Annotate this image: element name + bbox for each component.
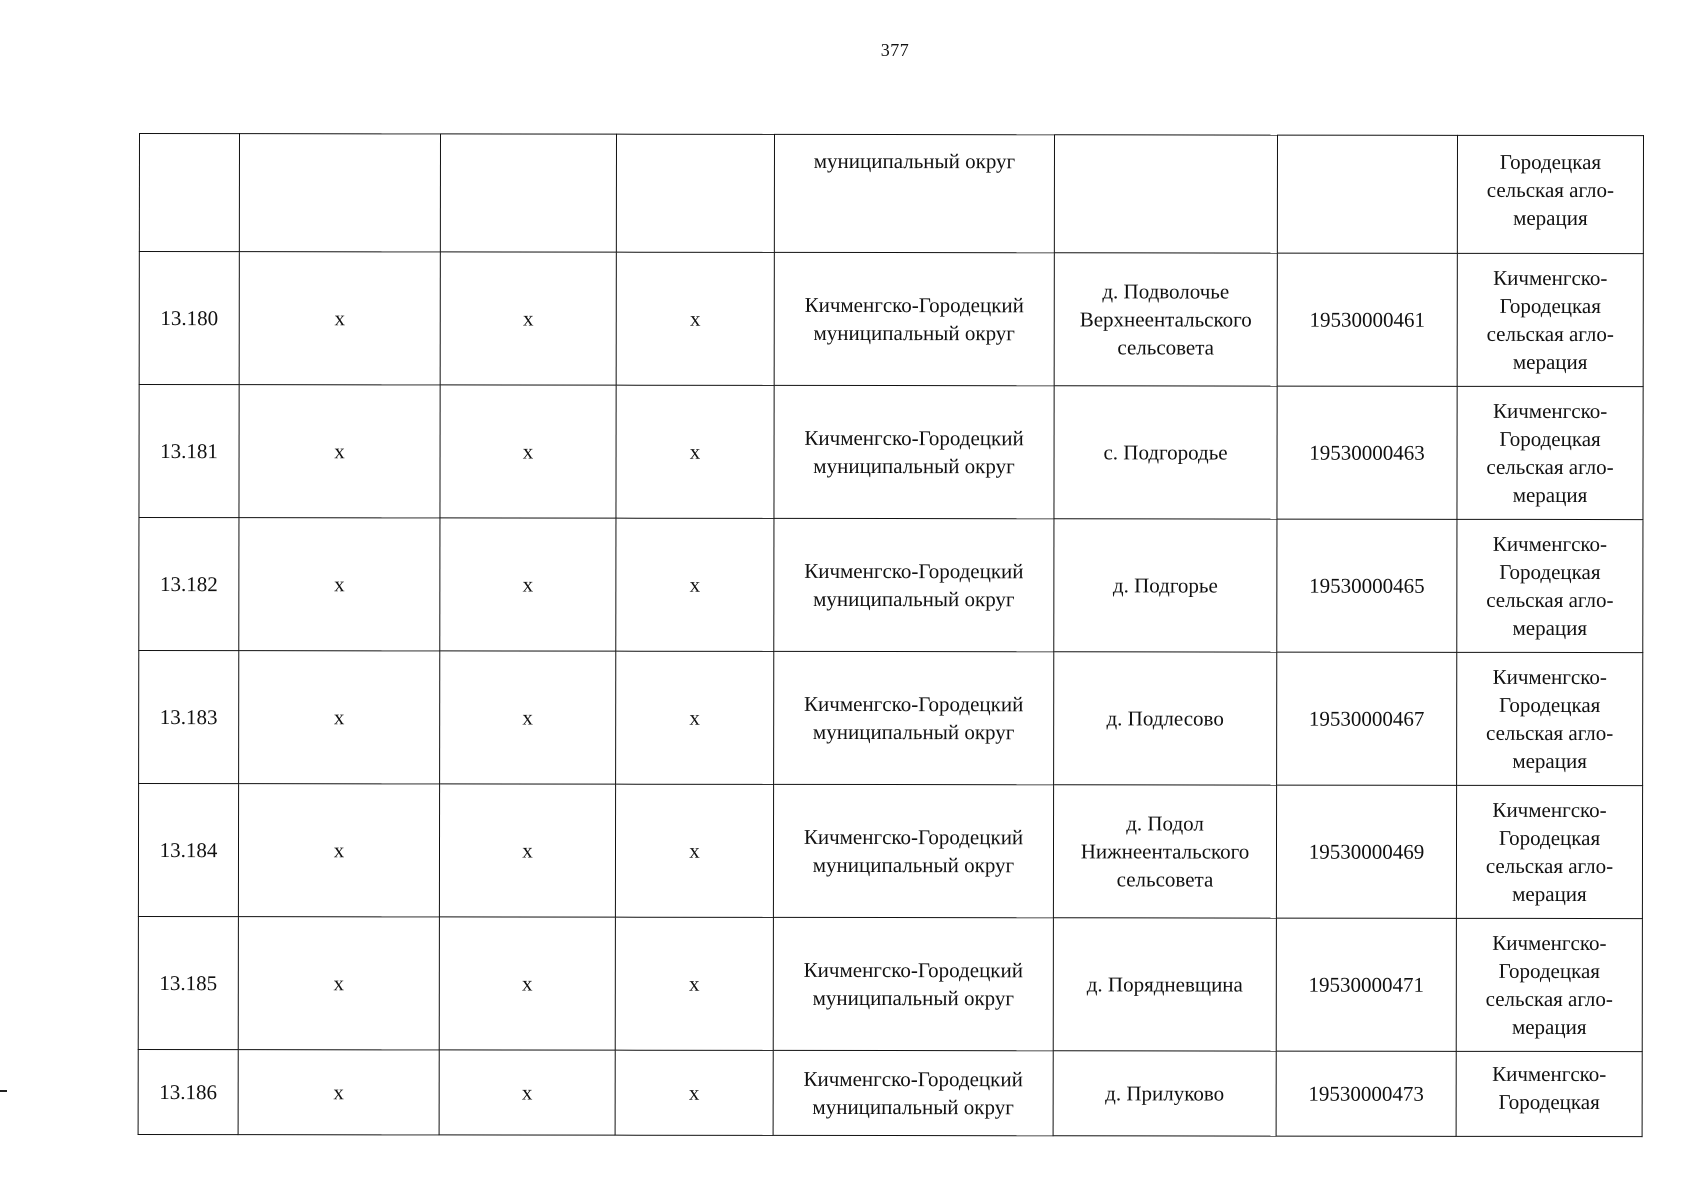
cell-col4-text: x <box>688 1080 700 1105</box>
agglomeration-line: Кичменгско- <box>1492 398 1608 424</box>
cell-col4-text: x <box>689 838 700 863</box>
cell-settlement <box>1053 785 1276 918</box>
cell-district <box>773 1050 1053 1135</box>
table-row-continued <box>139 134 1643 254</box>
cell-code <box>1276 918 1456 1051</box>
agglomeration-line: Городецкая <box>1499 559 1601 585</box>
cell-district-text: Кичменгско-Городецкий муниципальный округ <box>804 691 1024 745</box>
cell-code <box>1276 1051 1456 1136</box>
cell-col3 <box>440 385 616 518</box>
cell-num <box>138 916 238 1049</box>
table-row <box>139 651 1643 786</box>
table-row <box>139 385 1643 520</box>
cell-settlement <box>1054 253 1277 386</box>
cell-col2 <box>239 651 440 784</box>
agglomeration-line: мерация <box>1513 205 1588 231</box>
cell-col3 <box>440 651 616 784</box>
cell-col3-text: x <box>522 705 533 730</box>
settlements-table <box>138 133 1644 1137</box>
agglomeration-line: Кичменгско- <box>1492 664 1607 690</box>
cell-settlement <box>1054 652 1277 785</box>
district-text: муниципальный округ <box>813 148 1016 174</box>
cell-col3-text: x <box>521 1080 533 1105</box>
cell-col3 <box>440 518 616 651</box>
agglomeration-line: сельская агло- <box>1485 986 1613 1012</box>
cell-code-text: 19530000467 <box>1308 706 1425 731</box>
agglomeration-line: сельская агло- <box>1486 587 1614 613</box>
cell-col3-text: x <box>522 971 533 996</box>
cell-agglomeration <box>1457 253 1643 386</box>
cell-district <box>774 651 1054 784</box>
cell-district-text: Кичменгско-Городецкий муниципальный округ <box>804 558 1024 612</box>
cell-col4 <box>615 917 773 1050</box>
cell-code-text: 19530000469 <box>1308 839 1425 864</box>
cell-code <box>1277 652 1457 785</box>
cell-col3 <box>439 917 615 1050</box>
table-row <box>139 518 1643 653</box>
cell-code <box>1276 785 1456 918</box>
cell-settlement <box>1054 135 1277 253</box>
agglomeration-line: сельская агло- <box>1486 177 1615 203</box>
cell-num <box>138 784 238 917</box>
cell-agglomeration <box>1457 652 1643 785</box>
cell-code-text: 19530000471 <box>1308 972 1425 997</box>
cell-col2 <box>238 917 439 1050</box>
agglomeration-line: сельская агло- <box>1485 853 1614 879</box>
cell-num-text: 13.184 <box>159 838 218 863</box>
cell-num <box>139 252 239 385</box>
cell-agglomeration <box>1456 918 1642 1051</box>
cell-num <box>139 385 239 518</box>
agglomeration-line: Городецкая <box>1498 1089 1600 1115</box>
cell-col4-text: x <box>689 705 700 730</box>
cell-district-text: Кичменгско-Городецкий муниципальный округ <box>804 425 1024 479</box>
agglomeration-line: Городецкая <box>1499 149 1602 175</box>
agglomeration-line: Городецкая <box>1499 426 1601 452</box>
cell-num-text: 13.183 <box>159 705 218 730</box>
cell-settlement-text: д. Подлесово <box>1106 706 1224 731</box>
table-row <box>138 784 1642 919</box>
agglomeration-line: сельская агло- <box>1486 321 1614 347</box>
cell-district-text: Кичменгско-Городецкий муниципальный округ <box>803 824 1024 878</box>
cell-col3-text: x <box>522 306 534 331</box>
cell-district <box>774 385 1054 518</box>
cell-agglomeration <box>1457 386 1643 519</box>
cell-col4 <box>616 385 774 518</box>
agglomeration-line: Кичменгско- <box>1492 930 1607 956</box>
cell-col3-text: x <box>522 838 533 863</box>
cell-district <box>774 134 1054 252</box>
agglomeration-line: мерация <box>1512 482 1588 508</box>
cell-col2-text: x <box>333 705 345 730</box>
cell-settlement-text: д. Подол Нижнеентальского сельсовета <box>1080 811 1250 892</box>
cell-settlement-text: д. Подгорье <box>1112 573 1218 598</box>
cell-district-text: Кичменгско-Городецкий муниципальный округ <box>804 292 1024 346</box>
cell-code <box>1277 519 1457 652</box>
cell-code <box>1277 253 1457 386</box>
agglomeration-line: Кичменгско- <box>1493 265 1608 291</box>
cell-col2 <box>238 784 439 917</box>
cell-settlement <box>1053 1051 1276 1136</box>
cell-code-text: 19530000473 <box>1308 1081 1424 1106</box>
cell-col3 <box>439 1050 615 1135</box>
cell-col2-text: x <box>333 838 345 863</box>
cell-num-text: 13.182 <box>159 572 218 597</box>
agglomeration-line: сельская агло- <box>1486 720 1614 746</box>
cell-district <box>774 252 1054 385</box>
cell-col2-text: x <box>334 306 346 331</box>
cell-settlement-text: д. Подволочье Верхнеентальского сельсовета <box>1079 279 1252 360</box>
cell-code-text: 19530000463 <box>1309 440 1425 465</box>
cell-col3 <box>440 134 616 252</box>
agglomeration-line: Кичменгско- <box>1492 531 1608 557</box>
agglomeration-line: мерация <box>1512 349 1588 375</box>
cell-settlement-text: д. Порядневщина <box>1086 972 1243 997</box>
cell-num-text: 13.180 <box>160 306 219 331</box>
cell-num <box>139 518 239 651</box>
cell-col2 <box>239 252 440 385</box>
cell-col3-text: x <box>522 439 534 464</box>
cell-col2-text: x <box>333 1080 344 1105</box>
cell-col4 <box>616 518 774 651</box>
page-number: 377 <box>880 40 910 60</box>
cell-col2 <box>239 518 440 651</box>
cell-col3-text: x <box>522 572 534 597</box>
cell-col4-text: x <box>689 306 701 331</box>
cell-district-text: Кичменгско-Городецкий муниципальный округ <box>803 1066 1023 1120</box>
cell-col2 <box>238 1050 439 1135</box>
cell-col2-text: x <box>334 572 345 597</box>
agglomeration-line: мерация <box>1512 881 1587 907</box>
cell-num <box>139 134 239 252</box>
agglomeration-line: мерация <box>1512 748 1587 774</box>
cell-col4 <box>615 784 773 917</box>
cell-agglomeration <box>1456 785 1642 918</box>
cell-col4-text: x <box>689 971 700 996</box>
cell-code <box>1277 135 1457 253</box>
cell-settlement-text: д. Прилуково <box>1105 1081 1225 1106</box>
agglomeration-line: мерация <box>1512 615 1588 641</box>
cell-col2 <box>239 385 440 518</box>
cell-settlement <box>1053 918 1276 1051</box>
cell-col4 <box>616 252 774 385</box>
cell-agglomeration <box>1457 135 1643 253</box>
cell-district <box>774 518 1054 651</box>
table-row <box>139 252 1643 387</box>
agglomeration-line: Кичменгско- <box>1492 797 1607 823</box>
cell-num <box>138 1049 238 1134</box>
cell-col2-text: x <box>334 439 345 464</box>
agglomeration-line: сельская агло- <box>1486 454 1614 480</box>
cell-col3 <box>440 252 616 385</box>
cell-district <box>773 784 1053 917</box>
cell-num-text: 13.186 <box>159 1080 218 1105</box>
cell-district-text: Кичменгско-Городецкий муниципальный округ <box>803 957 1024 1011</box>
cell-col4 <box>615 1050 773 1135</box>
cell-settlement <box>1054 386 1277 519</box>
agglomeration-line: Городецкая <box>1498 958 1601 984</box>
cell-code-text: 19530000461 <box>1309 307 1426 332</box>
margin-mark <box>0 1090 7 1092</box>
agglomeration-line: Городецкая <box>1499 293 1601 319</box>
cell-col4 <box>616 134 774 252</box>
cell-col4 <box>616 651 774 784</box>
cell-col2 <box>239 134 440 252</box>
cell-agglomeration <box>1457 519 1643 652</box>
cell-agglomeration <box>1456 1051 1642 1136</box>
agglomeration-line: Городецкая <box>1499 692 1601 718</box>
cell-col3 <box>439 784 615 917</box>
cell-col4-text: x <box>689 439 701 464</box>
cell-district <box>773 917 1053 1050</box>
cell-settlement <box>1054 519 1277 652</box>
agglomeration-line: Городецкая <box>1498 825 1601 851</box>
cell-code <box>1277 386 1457 519</box>
cell-num <box>139 651 239 784</box>
cell-settlement-text: с. Подгородье <box>1103 440 1228 465</box>
cell-code-text: 19530000465 <box>1309 573 1425 598</box>
cell-col4-text: x <box>689 572 701 597</box>
table-row <box>138 1049 1642 1136</box>
agglomeration-line: Кичменгско- <box>1492 1061 1607 1087</box>
agglomeration-line: мерация <box>1511 1014 1587 1040</box>
table-row <box>138 916 1642 1051</box>
cell-num-text: 13.181 <box>160 439 218 464</box>
cell-num-text: 13.185 <box>159 971 218 996</box>
cell-col2-text: x <box>333 971 345 996</box>
